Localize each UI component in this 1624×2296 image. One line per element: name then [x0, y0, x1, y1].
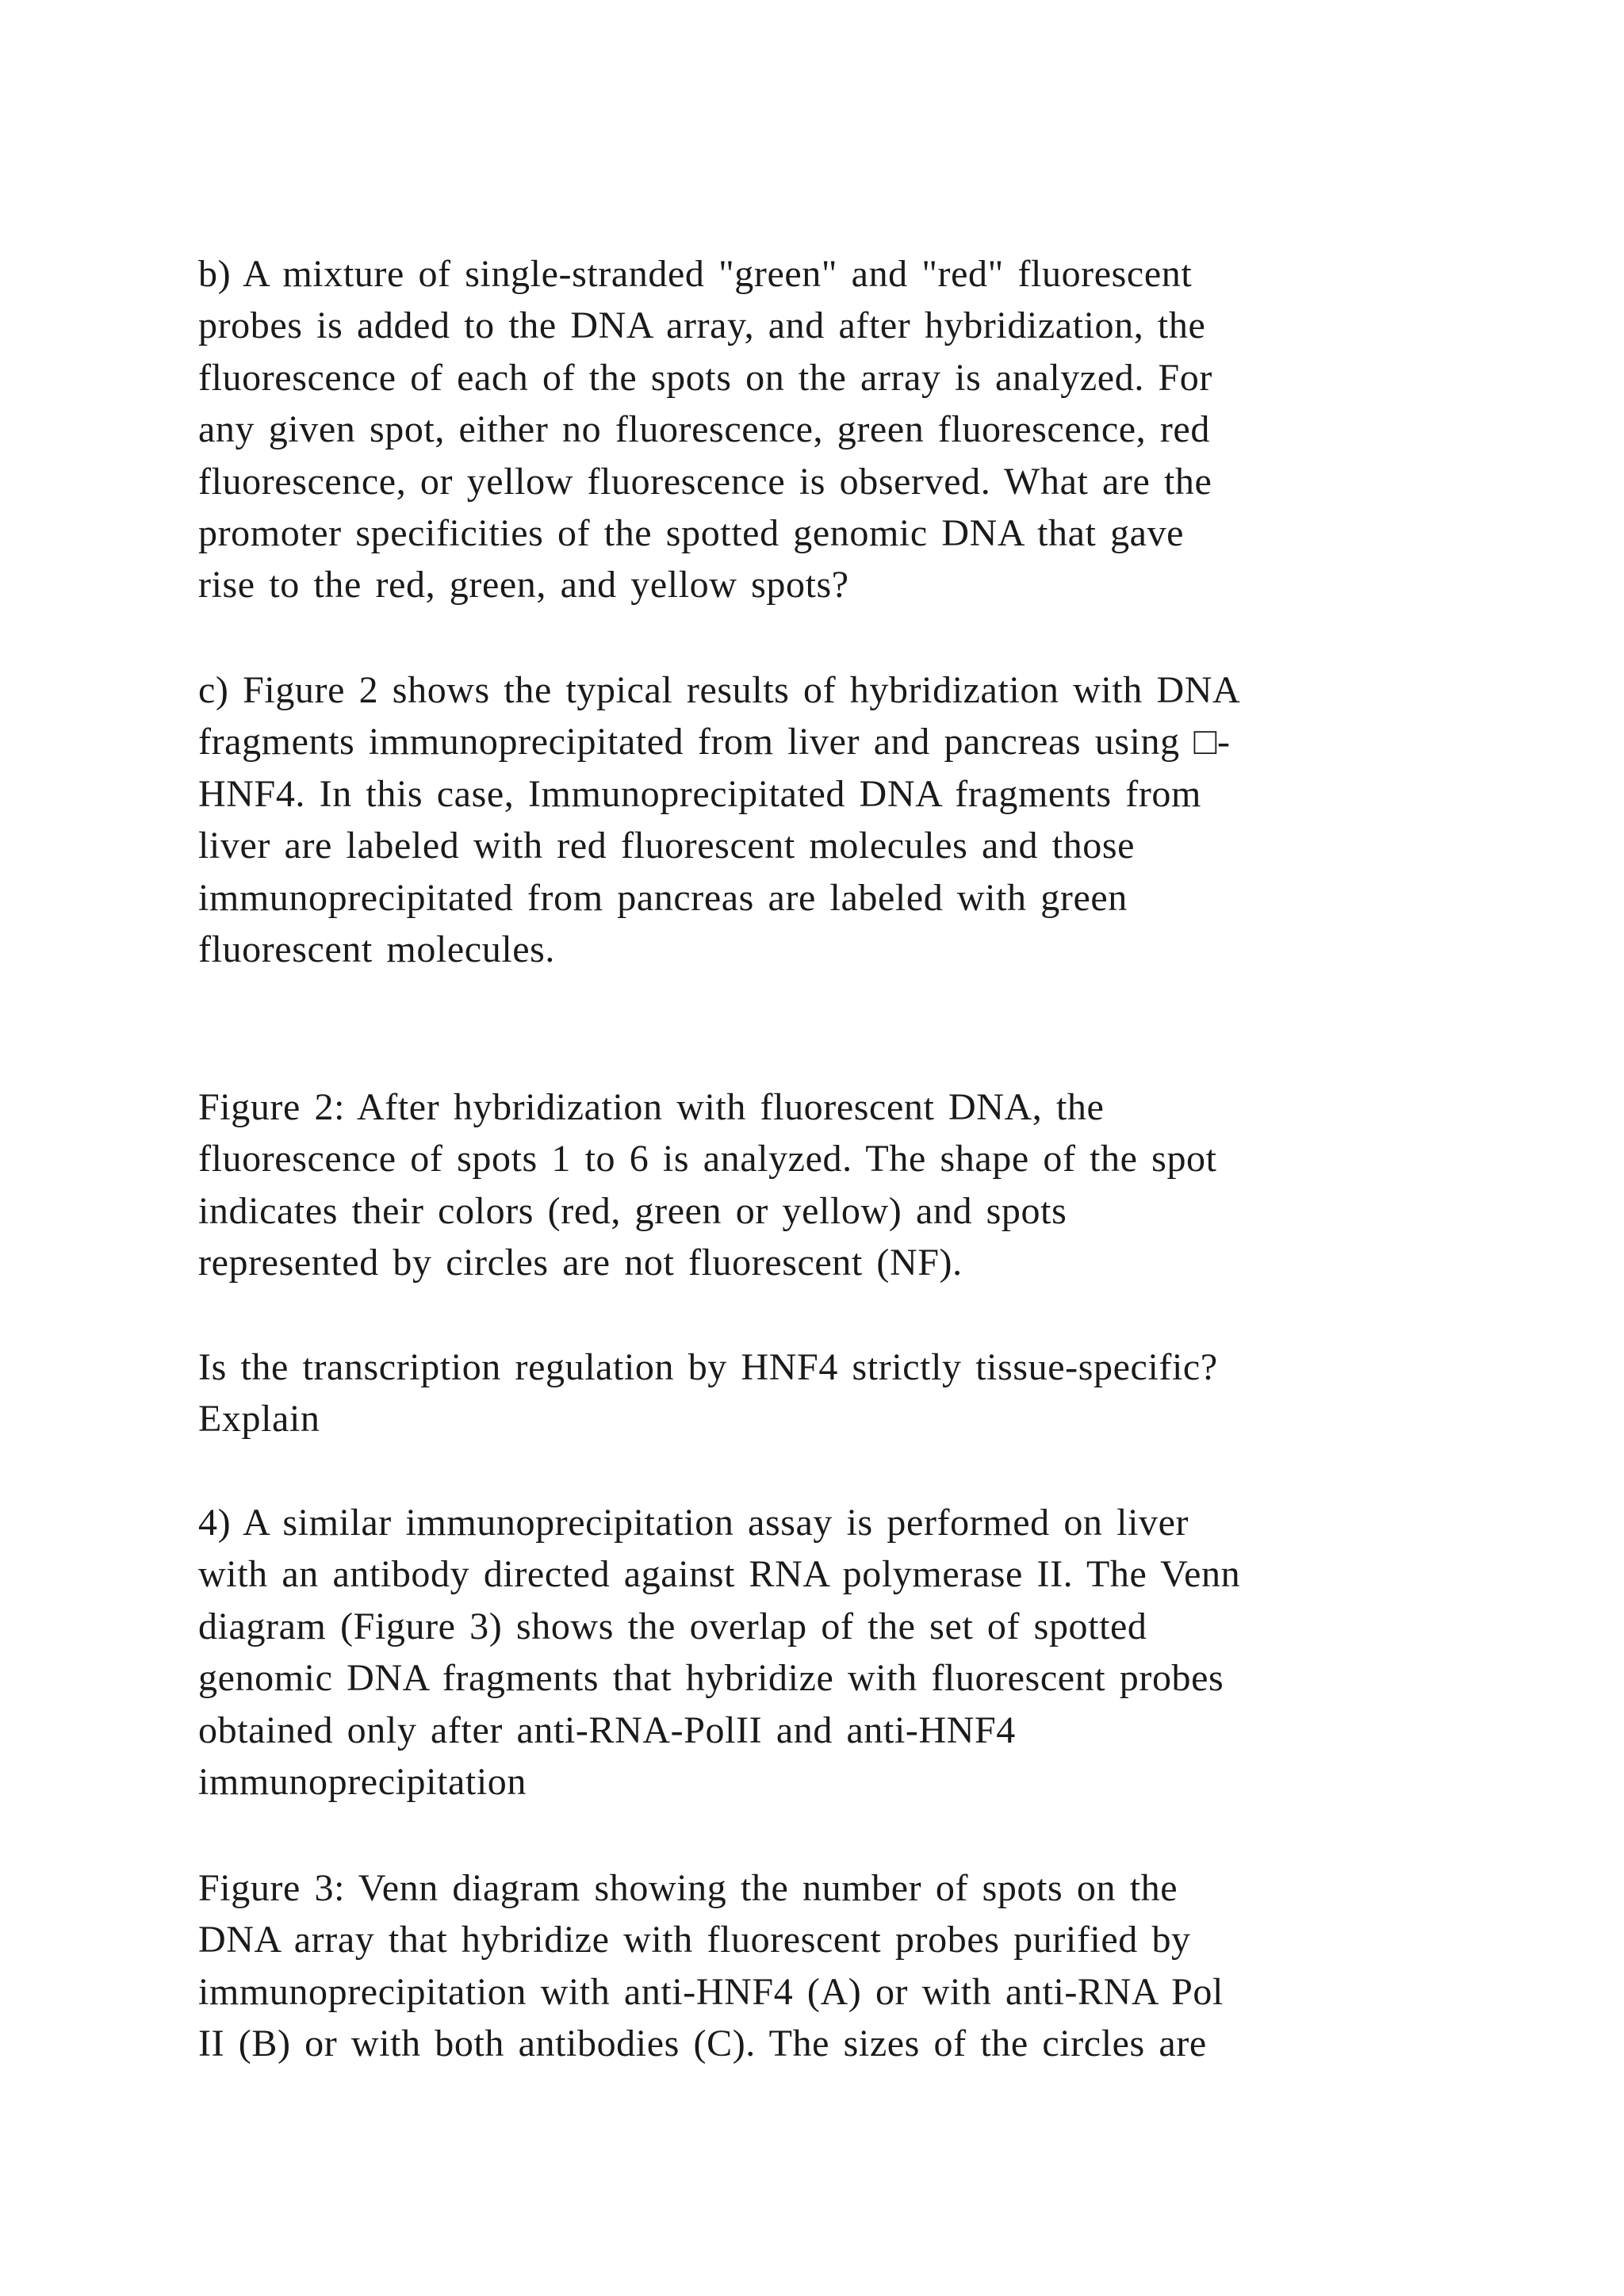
text-line: rise to the red, green, and yellow spots? — [198, 564, 849, 607]
text-line: represented by circles are not fluorescent (NF). — [198, 1242, 963, 1284]
text-line: diagram (Figure 3) shows the overlap of the set of spotted — [198, 1605, 1147, 1647]
text-line: probes is added to the DNA array, and after hybridization, the — [198, 304, 1206, 347]
text-line: fluorescent molecules. — [198, 928, 556, 971]
text-line: indicates their colors (red, green or yellow) and spots — [198, 1189, 1067, 1232]
text-line: DNA array that hybridize with fluorescent probes purified by — [198, 1919, 1191, 1961]
question-4 — [198, 1497, 1467, 1808]
text-line: II (B) or with both antibodies (C). The sizes of the circles are — [198, 2022, 1207, 2065]
text-line: fluorescence of each of the spots on the array is analyzed. For — [198, 356, 1212, 399]
text-line: immunoprecipitation with anti-HNF4 (A) or with anti-RNA Pol — [198, 1970, 1224, 2013]
text-line: immunoprecipitation — [198, 1761, 527, 1804]
text-line: b) A mixture of single-stranded "green" and "red" fluorescent — [198, 253, 1193, 295]
paragraph-part-c — [198, 664, 1467, 975]
text-line: obtained only after anti-RNA-PolII and anti-HNF4 — [198, 1709, 1016, 1751]
text-line: 4) A similar immunoprecipitation assay is performed on liver — [198, 1502, 1189, 1544]
text-line: fluorescence, or yellow fluorescence is observed. What are the — [198, 460, 1212, 503]
text-line: Is the transcription regulation by HNF4 strictly tissue-specific? — [198, 1346, 1218, 1388]
text-line: promoter specificities of the spotted genomic DNA that gave — [198, 512, 1185, 555]
text-line: fragments immunoprecipitated from liver and pancreas using □- — [198, 721, 1231, 763]
paragraph-part-b — [198, 248, 1467, 611]
text-line: c) Figure 2 shows the typical results of hybridization with DNA — [198, 669, 1241, 711]
text-line: immunoprecipitated from pancreas are labeled with green — [198, 876, 1128, 919]
question-tissue-specific — [198, 1341, 1467, 1445]
text-line: HNF4. In this case, Immunoprecipitated DNA fragments from — [198, 772, 1201, 815]
text-line: Figure 3: Venn diagram showing the number of spots on the — [198, 1867, 1178, 1909]
text-line: Figure 2: After hybridization with fluorescent DNA, the — [198, 1086, 1105, 1128]
text-line: Explain — [198, 1398, 320, 1441]
text-line: genomic DNA fragments that hybridize with fluorescent probes — [198, 1657, 1224, 1700]
text-line: liver are labeled with red fluorescent molecules and those — [198, 825, 1136, 867]
figure-3-caption — [198, 1862, 1467, 2070]
text-line: with an antibody directed against RNA polymerase II. The Venn — [198, 1553, 1241, 1596]
text-line: any given spot, either no fluorescence, green fluorescence, red — [198, 408, 1210, 451]
figure-2-caption — [198, 1081, 1467, 1289]
text-line: fluorescence of spots 1 to 6 is analyzed. The shape of the spot — [198, 1138, 1217, 1181]
